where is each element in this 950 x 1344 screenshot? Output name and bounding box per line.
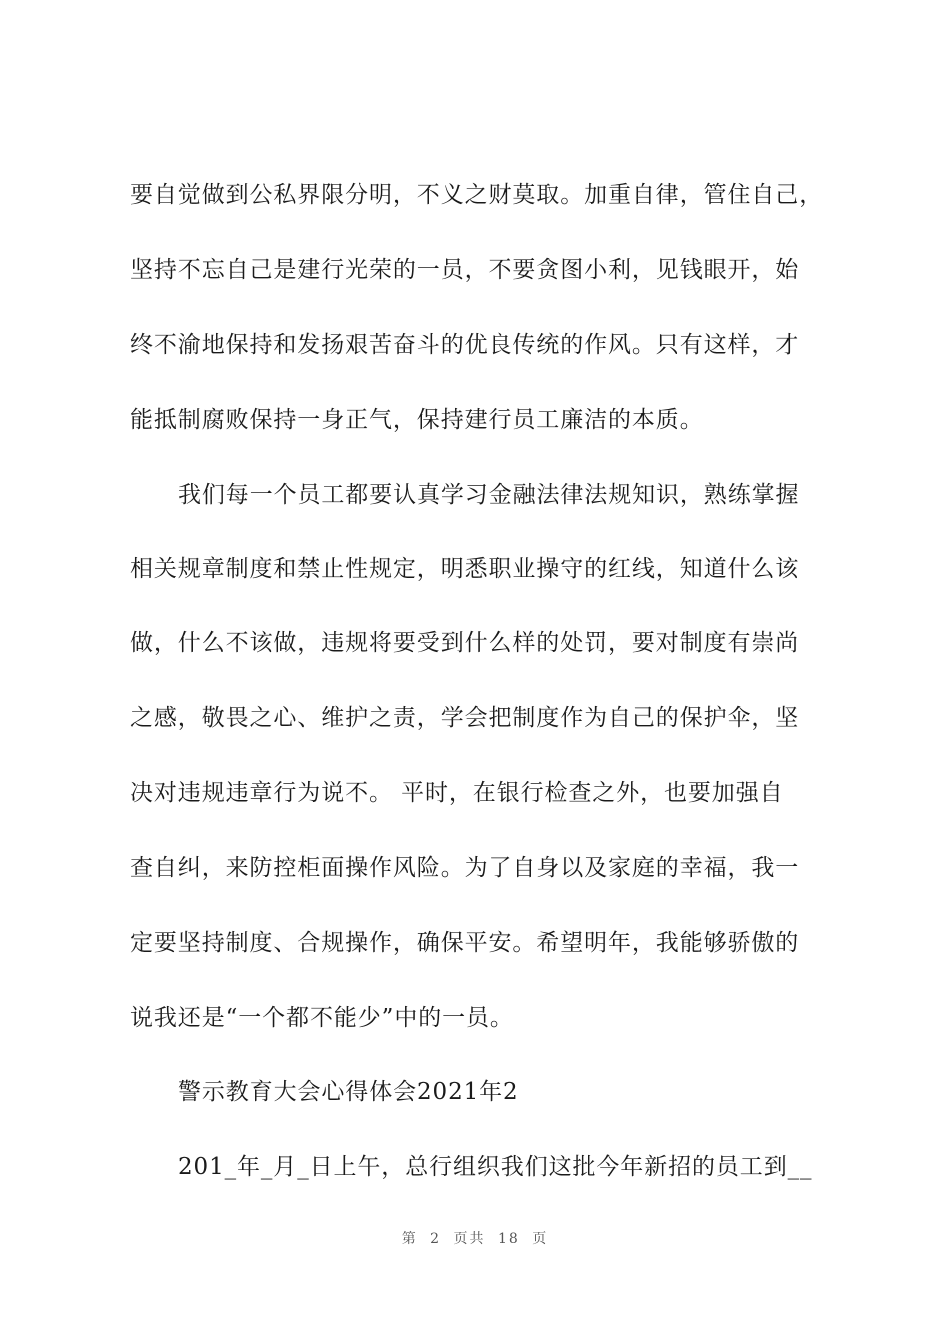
body-text-line: 决对违规违章行为说不。 平时，在银行检查之外，也要加强自 xyxy=(130,780,784,806)
body-text-line: 能抵制腐败保持一身正气，保持建行员工廉洁的本质。 xyxy=(130,407,704,433)
body-text-line: 定要坚持制度、合规操作，确保平安。希望明年，我能够骄傲的 xyxy=(130,930,800,956)
paragraph-first-line: 我们每一个员工都要认真学习金融法律法规知识，熟练掌握 xyxy=(178,482,800,508)
body-text-line: 相关规章制度和禁止性规定，明悉职业操守的红线，知道什么该 xyxy=(130,556,800,582)
body-text-line: 坚持不忘自己是建行光荣的一员，不要贪图小利，见钱眼开，始 xyxy=(130,257,800,283)
paragraph-first-line: 201_年_月_日上午，总行组织我们这批今年新招的员工到__ xyxy=(178,1154,813,1180)
body-text-line: 之感，敬畏之心、维护之责，学会把制度作为自己的保护伞，坚 xyxy=(130,705,800,731)
body-text-line: 要自觉做到公私界限分明，不义之财莫取。加重自律，管住自己， xyxy=(130,182,824,208)
body-text-line: 查自纠，来防控柜面操作风险。为了自身以及家庭的幸福，我一 xyxy=(130,855,800,881)
body-text-line: 说我还是“一个都不能少”中的一员。 xyxy=(130,1005,514,1031)
body-text-line: 终不渝地保持和发扬艰苦奋斗的优良传统的作风。只有这样，才 xyxy=(130,332,800,358)
body-text-line: 做，什么不该做，违规将要受到什么样的处罚，要对制度有崇尚 xyxy=(130,630,800,656)
page-footer: 第 2 页共 18 页 xyxy=(401,1231,549,1247)
section-heading: 警示教育大会心得体会2021年2 xyxy=(178,1079,519,1105)
